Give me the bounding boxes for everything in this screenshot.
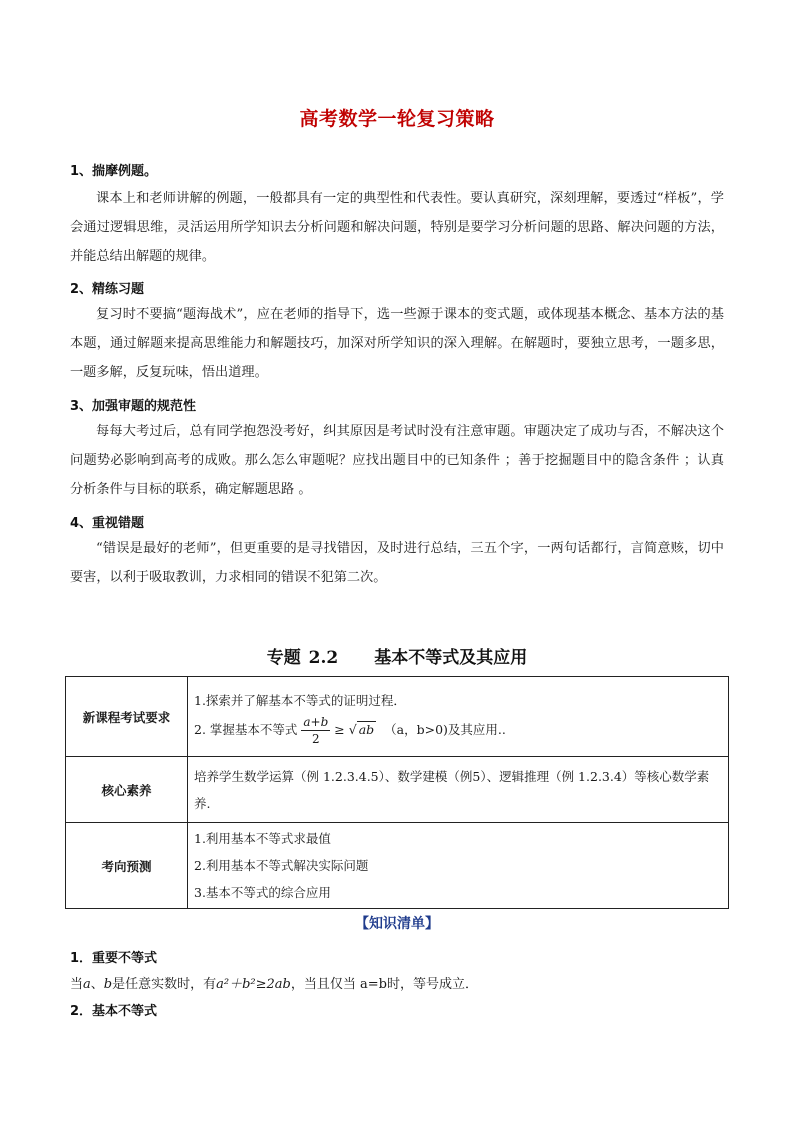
requirement-line-2-suffix: （a，b>0)及其应用.. xyxy=(384,721,506,737)
section-body-4: “错误是最好的老师”，但更重要的是寻找错因，及时进行总结，三五个字，一两句话都行，言简意赅，切中要害，以利于吸取教训，力求相同的错误不犯第二次。 xyxy=(70,541,724,585)
table-row xyxy=(66,757,729,823)
text-middle: 是任意实数时，有 xyxy=(112,977,217,992)
section-heading-2: 2、精练习题 xyxy=(70,282,145,297)
var-a: a xyxy=(83,977,91,992)
list-item: 1.利用基本不等式求最值 xyxy=(194,831,331,846)
inequality-formula: a²＋b²≥2ab xyxy=(216,977,291,992)
row-content: 培养学生数学运算（例 1.2.3.4.5）、数学建模（例5）、逻辑推理（例 1.2.3.4）等核心数学素养. xyxy=(188,757,729,823)
section-body-2: 复习时不要搞“题海战术”，应在老师的指导下，选一些源于课本的变式题，或体现基本概念、基本方法的基本题，通过解题来提高思维能力和解题技巧，加深对所学知识的深入理解。在解题时，要独立思考，一题多思，一题多解，反复玩味，悟出道理。 xyxy=(70,307,724,380)
fraction xyxy=(301,714,330,747)
knowledge-item-2-heading: 2．基本不等式 xyxy=(70,1004,158,1019)
radical-sign: √ xyxy=(348,721,357,737)
list-item: 2.利用基本不等式解决实际问题 xyxy=(194,858,369,873)
var-b: b xyxy=(103,977,113,992)
requirement-line-2-prefix: 2. 掌握基本不等式 xyxy=(194,721,298,737)
table-row xyxy=(66,823,729,909)
section-heading-1: 1、揣摩例题。 xyxy=(70,164,158,179)
square-root xyxy=(349,716,376,743)
topic-number: 专题 2.2 xyxy=(266,648,339,668)
section-body-3: 每每大考过后，总有同学抱怨没考好，纠其原因是考试时没有注意审题。审题决定了成功与否，不解决这个问题势必影响到高考的成败。那么怎么审题呢？应找出题目中的已知条件 ；善于挖掘题目中的隐含条件 ；认真分析条件与目标的联系，确定解题思路 。 xyxy=(70,424,724,497)
list-item: 3.基本不等式的综合应用 xyxy=(194,885,331,900)
row-content xyxy=(188,823,729,909)
page-title: 高考数学一轮复习策略 xyxy=(299,108,495,130)
text-separator: 、 xyxy=(90,977,104,992)
topic-name: 基本不等式及其应用 xyxy=(374,648,528,668)
radicand: ab xyxy=(358,721,375,737)
requirements-table xyxy=(65,676,729,909)
geq-symbol: ≥ xyxy=(334,721,345,737)
requirement-line-1: 1.探索并了解基本不等式的证明过程． xyxy=(194,692,406,708)
topic-title xyxy=(0,643,794,668)
row-label: 新课程考试要求 xyxy=(66,677,188,757)
fraction-numerator: a+b xyxy=(303,714,329,729)
knowledge-item-1-heading: 1．重要不等式 xyxy=(70,951,158,966)
section-heading-4: 4、重视错题 xyxy=(70,516,145,531)
text-suffix: ，当且仅当 a=b时，等号成立． xyxy=(290,977,478,992)
fraction-denominator: 2 xyxy=(312,731,320,746)
row-label: 考向预测 xyxy=(66,823,188,909)
row-label: 核心素养 xyxy=(66,757,188,823)
knowledge-list-title: 【知识清单】 xyxy=(355,916,439,932)
section-heading-3: 3、加强审题的规范性 xyxy=(70,399,197,414)
section-body-1: 课本上和老师讲解的例题，一般都具有一定的典型性和代表性。要认真研究，深刻理解，要透过“样板”，学会通过逻辑思维，灵活运用所学知识去分析问题和解决问题，特别是要学习分析问题的思路、解决问题的方法，并能总结出解题的规律。 xyxy=(70,191,724,264)
knowledge-item-1-text xyxy=(70,973,724,992)
text-prefix: 当 xyxy=(70,977,84,992)
requirement-line-2 xyxy=(194,714,722,747)
row-content xyxy=(188,677,729,757)
table-row xyxy=(66,677,729,757)
